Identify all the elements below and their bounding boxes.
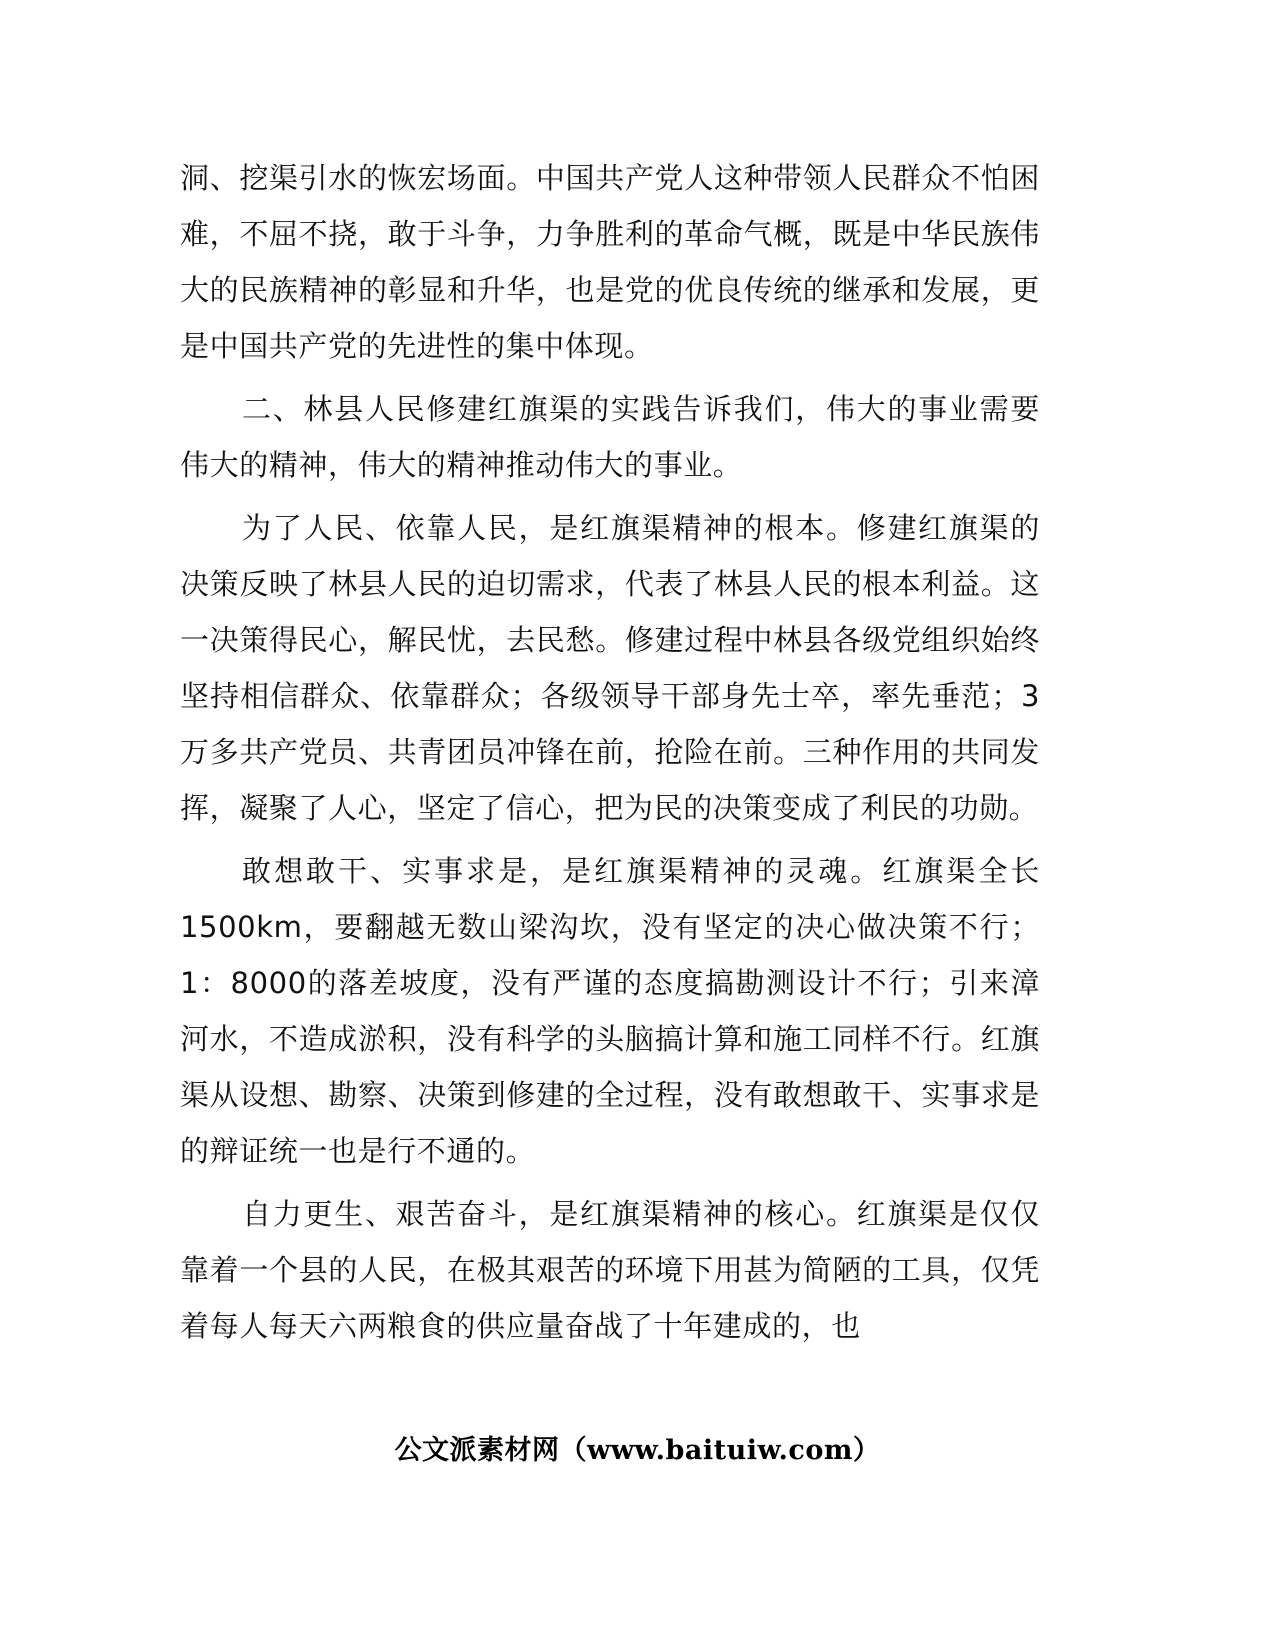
paragraph-4: 敢想敢干、实事求是，是红旗渠精神的灵魂。红旗渠全长1500km，要翻越无数山梁沟坎，没有坚定的决心做决策不行；1：8000的落差坡度，没有严谨的态度搞勘测设计不行；引来漳河水，不造成淤积，没有科学的头脑搞计算和施工同样不行。红旗渠从设想、勘察、决策到修建的全过程，没有敢想敢干、实事求是的辩证统一也是行不通的。 bbox=[180, 854, 1040, 1168]
paragraph-2: 二、林县人民修建红旗渠的实践告诉我们，伟大的事业需要伟大的精神，伟大的精神推动伟大的事业。 bbox=[180, 392, 1040, 482]
document-body bbox=[180, 150, 1040, 1361]
paragraph-1: 洞、挖渠引水的恢宏场面。中国共产党人这种带领人民群众不怕困难，不屈不挠，敢于斗争，力争胜利的革命气概，既是中华民族伟大的民族精神的彰显和升华，也是党的优良传统的继承和发展，更是中国共产党的先进性的集中体现。 bbox=[180, 161, 1040, 363]
paragraph-3: 为了人民、依靠人民，是红旗渠精神的根本。修建红旗渠的决策反映了林县人民的迫切需求，代表了林县人民的根本利益。这一决策得民心，解民忧，去民愁。修建过程中林县各级党组织始终坚持相信群众、依靠群众；各级领导干部身先士卒，率先垂范；3万多共产党员、共青团员冲锋在前，抢险在前。三种作用的共同发挥，凝聚了人心，坚定了信心，把为民的决策变成了利民的功勋。 bbox=[180, 511, 1040, 825]
footer-watermark-text: 公文派素材网（www.baituiw.com） bbox=[394, 1435, 881, 1466]
paragraph-5: 自力更生、艰苦奋斗，是红旗渠精神的核心。红旗渠是仅仅靠着一个县的人民，在极其艰苦的环境下用甚为简陋的工具，仅凭着每人每天六两粮食的供应量奋战了十年建成的，也 bbox=[180, 1197, 1040, 1343]
